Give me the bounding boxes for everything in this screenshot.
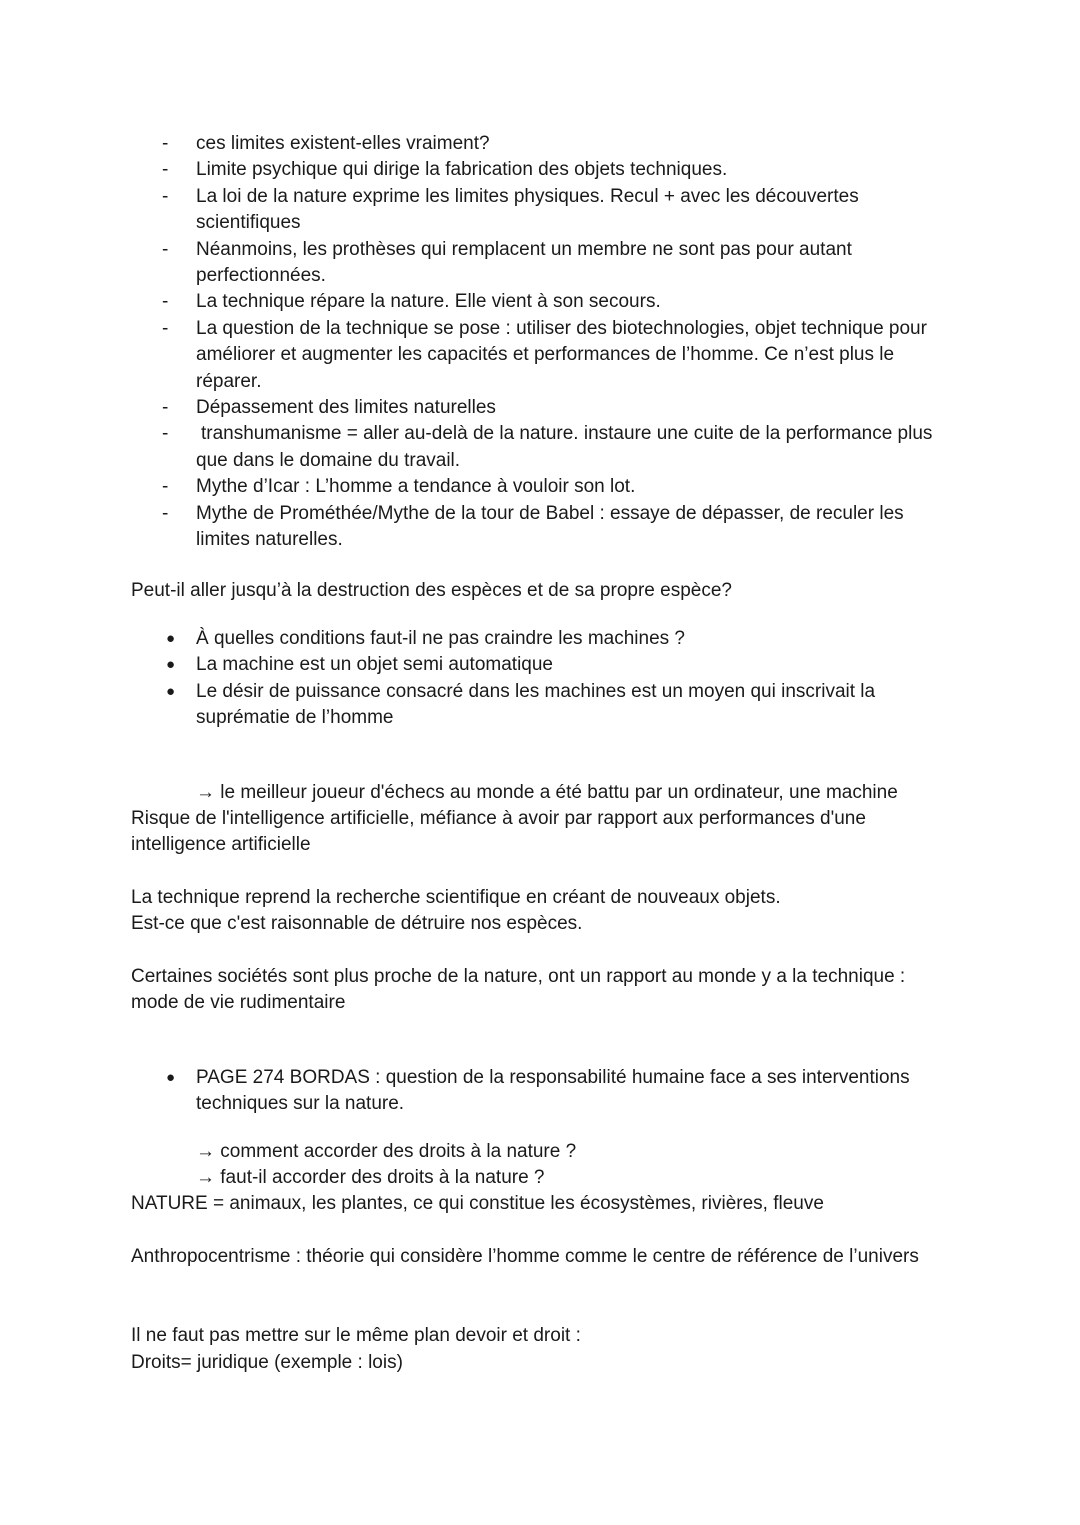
societies-paragraph: Certaines sociétés sont plus proche de la nature, ont un rapport au monde y a la technique : mode de vie rudimentaire xyxy=(131,966,906,1014)
list-item: - La question de la technique se pose : utiliser des biotechnologies, objet technique pour améliorer et augmenter les capacités et performances de l’homme. Ce n’est plus le réparer. xyxy=(131,316,951,395)
list-item: - Limite psychique qui dirige la fabrication des objets techniques. xyxy=(131,157,951,183)
bullet-list-machines xyxy=(131,626,951,732)
technique-line-2: Est-ce que c'est raisonnable de détruire nos espèces. xyxy=(131,913,583,934)
list-item: - Dépassement des limites naturelles xyxy=(131,395,951,421)
list-item: ● Le désir de puissance consacré dans les machines est un moyen qui inscrivait la suprématie de l’homme xyxy=(131,679,951,732)
duty-line: Il ne faut pas mettre sur le même plan devoir et droit : xyxy=(131,1325,581,1346)
arrow-question-2: → faut-il accorder des droits à la nature ? xyxy=(196,1167,545,1188)
list-item: - La technique répare la nature. Elle vient à son secours. xyxy=(131,289,951,315)
list-item: - Néanmoins, les prothèses qui remplacent un membre ne sont pas pour autant perfectionnées. xyxy=(131,237,951,290)
dash-list xyxy=(131,131,951,554)
arrow-chess-line: → le meilleur joueur d'échecs au monde a été battu par un ordinateur, une machine xyxy=(196,782,898,803)
question-paragraph: Peut-il aller jusqu’à la destruction des espèces et de sa propre espèce? xyxy=(131,580,732,601)
list-item: - Mythe d’Icar : L’homme a tendance à vouloir son lot. xyxy=(131,474,951,500)
anthropocentrism-paragraph: Anthropocentrisme : théorie qui considère l’homme comme le centre de référence de l’univers xyxy=(131,1246,919,1267)
list-item: ● La machine est un objet semi automatique xyxy=(131,652,951,678)
list-item: ● À quelles conditions faut-il ne pas craindre les machines ? xyxy=(131,626,951,652)
technique-line-1: La technique reprend la recherche scientifique en créant de nouveaux objets. xyxy=(131,887,781,908)
arrow-question-1: → comment accorder des droits à la nature ? xyxy=(196,1141,577,1162)
list-item: - Mythe de Prométhée/Mythe de la tour de Babel : essaye de dépasser, de reculer les limites naturelles. xyxy=(131,501,951,554)
list-item: - transhumanisme = aller au-delà de la nature. instaure une cuite de la performance plus que dans le domaine du travail. xyxy=(131,421,951,474)
list-item: ● PAGE 274 BORDAS : question de la responsabilité humaine face a ses interventions techniques sur la nature. xyxy=(131,1065,951,1118)
list-item: - ces limites existent-elles vraiment? xyxy=(131,131,951,157)
bullet-list-bordas xyxy=(131,1065,951,1118)
rights-line: Droits= juridique (exemple : lois) xyxy=(131,1352,403,1373)
ai-risk-paragraph: Risque de l'intelligence artificielle, méfiance à avoir par rapport aux performances d'une intelligence artificielle xyxy=(131,808,866,856)
nature-definition: NATURE = animaux, les plantes, ce qui constitue les écosystèmes, rivières, fleuve xyxy=(131,1193,824,1214)
list-item: - La loi de la nature exprime les limites physiques. Recul + avec les découvertes scientifiques xyxy=(131,184,951,237)
